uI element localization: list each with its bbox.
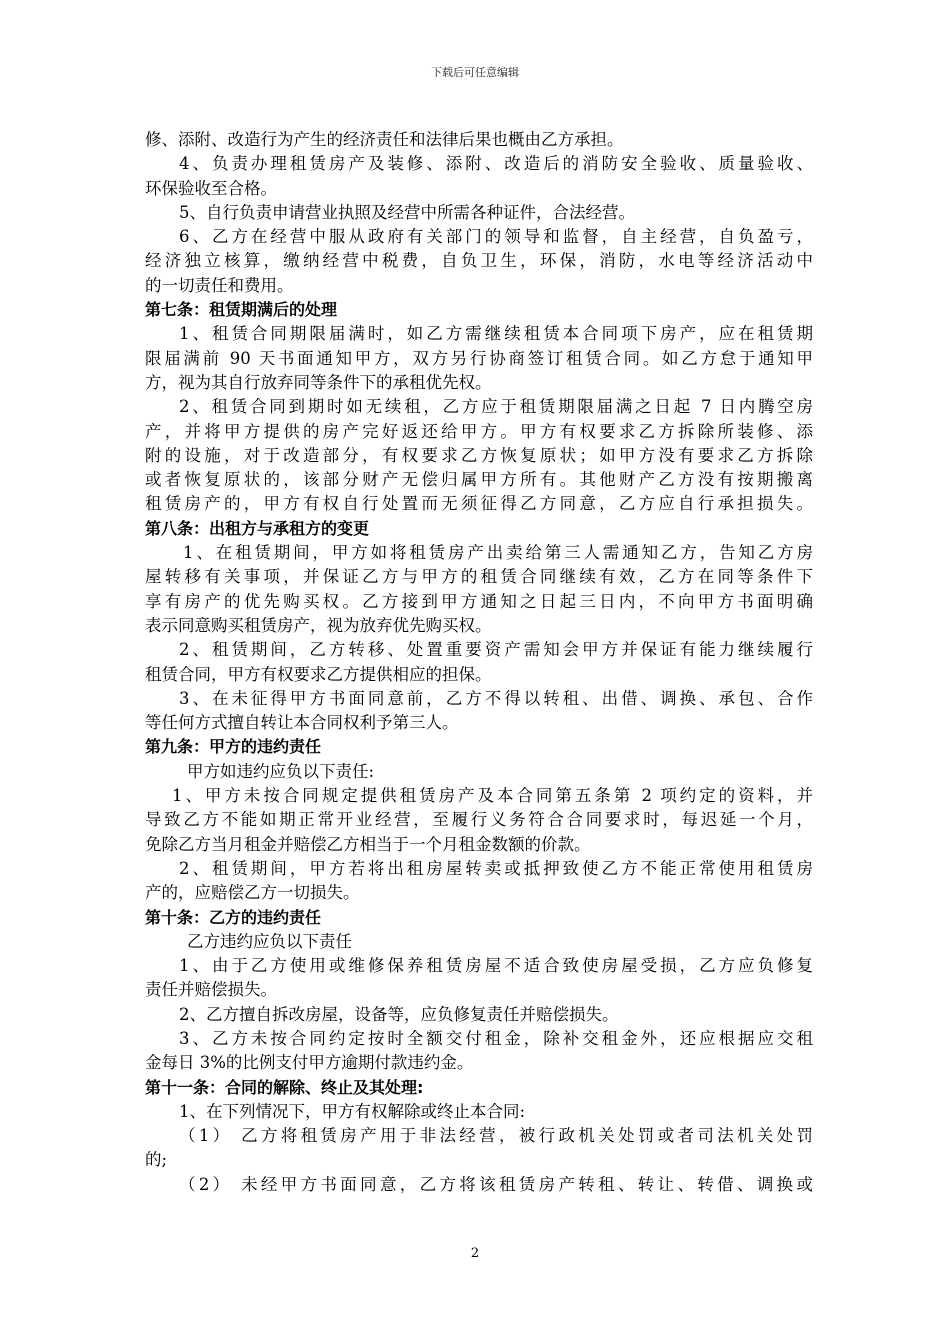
text-line: 1、甲方未按合同规定提供租赁房产及本合同第五条第 2 项约定的资料，并 — [172, 786, 813, 806]
text-line: 3、乙方未按合同约定按时全额交付租金，除补交租金外，还应根据应交租 — [179, 1028, 813, 1048]
text-line: 表示同意购买租赁房产，视为放弃优先购买权。 — [145, 615, 492, 635]
page-header: 下载后可任意编辑 — [431, 66, 519, 79]
text-line: 限届满前 90 天书面通知甲方，双方另行协商签订租赁合同。如乙方怠于通知甲 — [145, 348, 813, 368]
text-line: 1、在租赁期间，甲方如将租赁房产出卖给第三人需通知乙方，告知乙方房 — [183, 543, 813, 563]
text-line: 2、乙方擅自拆改房屋，设备等，应负修复责任并赔偿损失。 — [179, 1004, 619, 1024]
section-heading: 第八条：出租方与承租方的变更 — [145, 518, 370, 538]
text-line: 享有房产的优先购买权。乙方接到甲方通知之日起三日内，不向甲方书面明确 — [145, 591, 813, 611]
text-line: 租赁房产的，甲方有权自行处置而无须征得乙方同意，乙方应自行承担损失。 — [145, 494, 813, 514]
text-line: 2、租赁合同到期时如无续租，乙方应于租赁期限届满之日起 7 日内腾空房 — [179, 397, 813, 417]
text-line: （1） 乙方将租赁房产用于非法经营，被行政机关处罚或者司法机关处罚 — [179, 1126, 813, 1146]
section-heading: 第十一条：合同的解除、终止及其处理: — [145, 1077, 424, 1097]
text-line: 金每日 3%的比例支付甲方逾期付款违约金。 — [145, 1053, 474, 1073]
text-line: 产的，应赔偿乙方一切损失。 — [145, 883, 360, 903]
text-line: 经济独立核算，缴纳经营中税费，自负卫生，环保，消防，水电等经济活动中 — [145, 251, 813, 271]
text-line: 附的设施，对于改造部分，有权要求乙方恢复原状；如甲方没有要求乙方拆除 — [145, 445, 813, 465]
text-line: 2、租赁期间，甲方若将出租房屋转卖或抵押致使乙方不能正常使用租赁房 — [179, 858, 813, 878]
text-line: 1、在下列情况下，甲方有权解除或终止本合同: — [179, 1101, 526, 1121]
page-number: 2 — [470, 1246, 480, 1261]
text-line: 6、乙方在经营中服从政府有关部门的领导和监督，自主经营，自负盈亏， — [179, 227, 813, 247]
text-line: 的; — [145, 1150, 168, 1170]
text-line: 甲方如违约应负以下责任: — [187, 761, 375, 781]
text-line: （2） 未经甲方书面同意，乙方将该租赁房产转租、转让、转借、调换或 — [179, 1174, 813, 1194]
text-line: 屋转移有关事项，并保证乙方与甲方的租赁合同继续有效，乙方在同等条件下 — [145, 567, 813, 587]
text-line: 免除乙方当月租金并赔偿乙方相当于一个月租金数额的价款。 — [145, 834, 591, 854]
text-line: 导致乙方不能如期正常开业经营，至履行义务符合合同要求时，每迟延一个月， — [145, 810, 813, 830]
text-line: 方，视为其自行放弃同等条件下的承租优先权。 — [145, 372, 492, 392]
document-body — [145, 128, 813, 1197]
text-line: 修、添附、改造行为产生的经济责任和法律后果也概由乙方承担。 — [145, 130, 624, 149]
text-line: 租赁合同，甲方有权要求乙方提供相应的担保。 — [145, 664, 492, 684]
text-line: 环保验收至合格。 — [145, 178, 277, 198]
text-line: 3、在未征得甲方书面同意前，乙方不得以转租、出借、调换、承包、合作 — [179, 688, 813, 708]
text-line: 责任并赔偿损失。 — [145, 980, 277, 1000]
section-heading: 第十条：乙方的违约责任 — [145, 907, 322, 927]
text-line: 2、租赁期间，乙方转移、处置重要资产需知会甲方并保证有能力继续履行 — [179, 640, 813, 660]
text-line: 乙方违约应负以下责任 — [187, 931, 352, 951]
text-line: 1、租赁合同期限届满时，如乙方需继续租赁本合同项下房产，应在租赁期 — [179, 324, 813, 344]
section-heading: 第九条：甲方的违约责任 — [145, 737, 322, 757]
text-line: 5、自行负责申请营业执照及经营中所需各种证件，合法经营。 — [179, 202, 635, 222]
text-line: 或者恢复原状的，该部分财产无偿归属甲方所有。其他财产乙方没有按期搬离 — [145, 470, 813, 490]
text-line: 产，并将甲方提供的房产完好返还给甲方。甲方有权要求乙方拆除所装修、添 — [145, 421, 813, 441]
text-line: 等任何方式擅自转让本合同权利予第三人。 — [145, 713, 459, 733]
section-heading: 第七条：租赁期满后的处理 — [145, 300, 338, 320]
text-line: 4、负责办理租赁房产及装修、添附、改造后的消防安全验收、质量验收、 — [179, 154, 813, 174]
text-line: 1、由于乙方使用或维修保养租赁房屋不适合致使房屋受损，乙方应负修复 — [179, 956, 813, 976]
text-line: 的一切责任和费用。 — [145, 275, 294, 295]
